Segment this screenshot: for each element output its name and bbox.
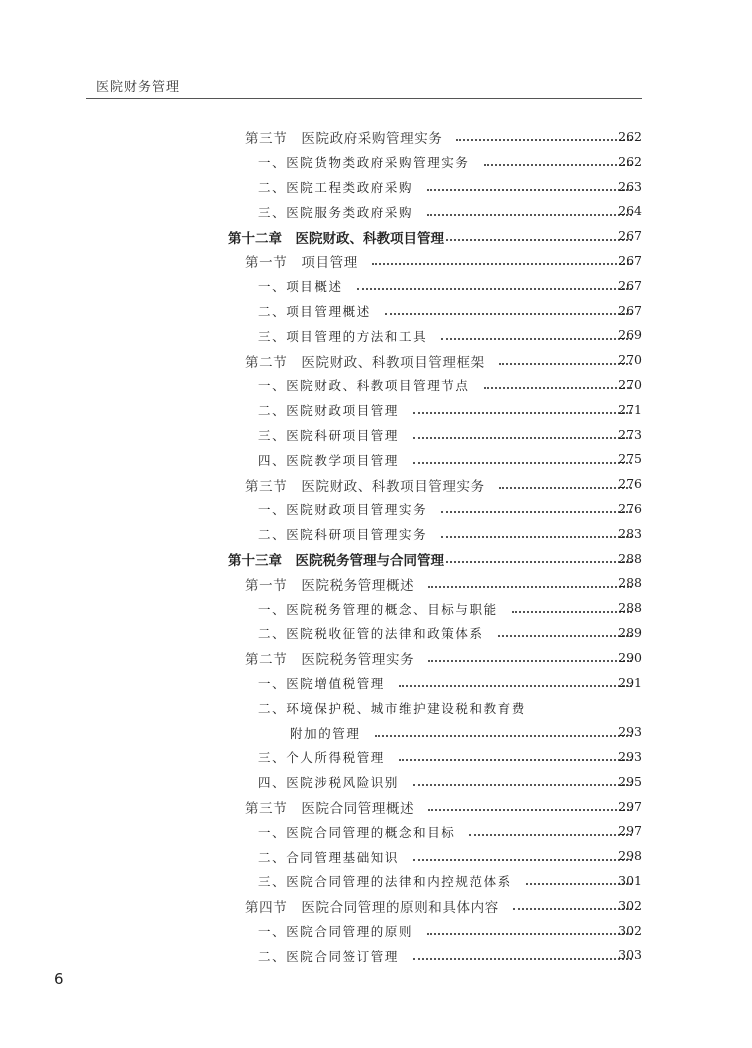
- toc-entry-title: 一、医院税务管理的概念、目标与职能: [258, 601, 498, 617]
- toc-entry[interactable]: [0, 522, 752, 547]
- toc-entry-page: 289: [618, 624, 642, 640]
- dot-leader: [413, 460, 632, 464]
- toc-entry[interactable]: [0, 274, 752, 299]
- toc-entry-title: 二、项目管理概述: [258, 303, 371, 319]
- toc-entry[interactable]: [0, 869, 752, 894]
- toc-entry[interactable]: [0, 447, 752, 472]
- toc-entry[interactable]: [0, 720, 752, 745]
- dot-leader: [446, 237, 632, 241]
- dot-leader: [413, 956, 632, 960]
- toc-entry[interactable]: [0, 423, 752, 448]
- toc-entry[interactable]: [0, 695, 752, 720]
- toc-entry-title: 第二节 医院税务管理实务: [245, 652, 415, 669]
- dot-leader: [469, 832, 632, 836]
- toc-entry-title: 二、环境保护税、城市维护建设税和教育费: [258, 700, 526, 716]
- toc-entry-page: 288: [618, 550, 642, 566]
- toc-entry-page: 303: [618, 947, 642, 963]
- dot-leader: [512, 609, 632, 613]
- dot-leader: [372, 261, 632, 265]
- toc-entry[interactable]: [0, 596, 752, 621]
- dot-leader: [499, 361, 632, 365]
- toc-entry-page: 288: [618, 600, 642, 616]
- toc-entry-page: 297: [618, 798, 642, 814]
- dot-leader: [446, 559, 632, 563]
- toc-entry[interactable]: [0, 373, 752, 398]
- toc-entry-title: 第二节 医院财政、科教项目管理框架: [245, 354, 485, 371]
- toc-entry-page: 267: [618, 252, 642, 268]
- toc-entry-title: 三、个人所得税管理: [258, 750, 385, 766]
- toc-entry-page: 275: [618, 451, 642, 467]
- toc-entry[interactable]: [0, 249, 752, 274]
- toc-entry-title: 一、医院财政、科教项目管理节点: [258, 378, 470, 394]
- toc-entry[interactable]: [0, 472, 752, 497]
- toc-entry-title: 二、医院财政项目管理: [258, 403, 400, 419]
- toc-entry-title: 一、医院财政项目管理实务: [258, 502, 428, 518]
- toc-entry-title: 第十三章 医院税务管理与合同管理: [228, 552, 444, 569]
- dot-leader: [427, 931, 632, 935]
- toc-entry-title: 一、项目概述: [258, 279, 343, 295]
- toc-entry-page: 283: [618, 525, 642, 541]
- toc-entry-title: 三、医院服务类政府采购: [258, 204, 414, 220]
- dot-leader: [441, 336, 632, 340]
- toc-entry-title: 二、医院合同签订管理: [258, 948, 400, 964]
- toc-entry-page: 302: [618, 922, 642, 938]
- toc-entry-title: 第一节 项目管理: [245, 255, 358, 272]
- toc-entry[interactable]: [0, 299, 752, 324]
- toc-entry-page: 269: [618, 327, 642, 343]
- toc-entry-page: 290: [618, 649, 642, 665]
- toc-entry-title: 第一节 医院税务管理概述: [245, 577, 415, 594]
- toc-entry[interactable]: [0, 646, 752, 671]
- dot-leader: [484, 385, 632, 389]
- toc-entry-page: 267: [618, 228, 642, 244]
- toc-entry-title: 第四节 医院合同管理的原则和具体内容: [245, 900, 499, 917]
- toc-entry-title: 二、医院科研项目管理实务: [258, 527, 428, 543]
- toc-entry-title: 三、医院科研项目管理: [258, 427, 400, 443]
- toc-entry-page: 271: [618, 401, 642, 417]
- toc-entry-title: 四、医院涉税风险识别: [258, 775, 400, 791]
- toc-entry-title: 二、医院税收征管的法律和政策体系: [258, 626, 484, 642]
- toc-entry-title: 三、项目管理的方法和工具: [258, 328, 428, 344]
- dot-leader: [513, 906, 632, 910]
- dot-leader: [427, 187, 632, 191]
- toc-entry-page: 302: [618, 897, 642, 913]
- toc-entry[interactable]: [0, 547, 752, 572]
- toc-entry[interactable]: [0, 745, 752, 770]
- toc-entry[interactable]: [0, 224, 752, 249]
- toc-entry-page: 297: [618, 823, 642, 839]
- toc-entry-page: 293: [618, 748, 642, 764]
- toc-entry[interactable]: [0, 770, 752, 795]
- page-number: 6: [54, 970, 64, 988]
- dot-leader: [413, 782, 632, 786]
- toc-entry-page: 267: [618, 277, 642, 293]
- dot-leader: [441, 509, 632, 513]
- dot-leader: [399, 757, 632, 761]
- dot-leader: [428, 807, 632, 811]
- toc-entry-page: 291: [618, 674, 642, 690]
- dot-leader: [456, 137, 632, 141]
- toc-entry-title: 二、医院工程类政府采购: [258, 179, 414, 195]
- dot-leader: [375, 733, 632, 737]
- toc-entry-title: 第十二章 医院财政、科教项目管理: [228, 230, 444, 247]
- toc-entry-page: 267: [618, 302, 642, 318]
- toc-entry[interactable]: [0, 919, 752, 944]
- toc-entry[interactable]: [0, 125, 752, 150]
- toc-entry-page: 264: [618, 203, 642, 219]
- dot-leader: [399, 683, 632, 687]
- toc-entry-page: 298: [618, 848, 642, 864]
- toc-entry-title: 三、医院合同管理的法律和内控规范体系: [258, 874, 512, 890]
- toc-entry-title: 一、医院增值税管理: [258, 675, 385, 691]
- toc-entry-page: 262: [618, 129, 642, 144]
- dot-leader: [427, 212, 632, 216]
- toc-entry-title: 第三节 医院政府采购管理实务: [245, 131, 443, 148]
- toc-entry-title: 一、医院合同管理的原则: [258, 923, 414, 939]
- toc-entry-page: 262: [618, 153, 642, 169]
- dot-leader: [385, 311, 632, 315]
- toc-entry-title: 附加的管理: [290, 725, 361, 741]
- toc-entry-page: 295: [618, 773, 642, 789]
- table-of-contents: [0, 125, 752, 968]
- toc-entry-page: 273: [618, 426, 642, 442]
- dot-leader: [428, 584, 632, 588]
- toc-entry[interactable]: [0, 894, 752, 919]
- toc-entry[interactable]: [0, 323, 752, 348]
- toc-entry[interactable]: [0, 398, 752, 423]
- toc-entry[interactable]: [0, 671, 752, 696]
- dot-leader: [413, 410, 632, 414]
- toc-entry[interactable]: [0, 844, 752, 869]
- toc-entry-title: 二、合同管理基础知识: [258, 849, 400, 865]
- toc-entry[interactable]: [0, 795, 752, 820]
- header-rule: [86, 98, 642, 99]
- toc-entry-title: 一、医院货物类政府采购管理实务: [258, 155, 470, 171]
- toc-entry[interactable]: [0, 150, 752, 175]
- dot-leader: [357, 286, 632, 290]
- dot-leader: [498, 633, 632, 637]
- dot-leader: [484, 162, 632, 166]
- toc-entry-page: 276: [618, 476, 642, 492]
- dot-leader: [413, 435, 632, 439]
- toc-entry[interactable]: [0, 621, 752, 646]
- toc-entry-page: 263: [618, 178, 642, 194]
- toc-entry[interactable]: [0, 497, 752, 522]
- toc-entry[interactable]: [0, 819, 752, 844]
- dot-leader: [413, 857, 632, 861]
- dot-leader: [441, 534, 632, 538]
- dot-leader: [428, 658, 632, 662]
- dot-leader: [499, 485, 632, 489]
- toc-entry-page: 276: [618, 500, 642, 516]
- toc-entry[interactable]: [0, 348, 752, 373]
- toc-entry[interactable]: [0, 943, 752, 968]
- toc-entry-page: 288: [618, 575, 642, 591]
- toc-entry[interactable]: [0, 571, 752, 596]
- toc-entry-page: 293: [618, 724, 642, 740]
- toc-entry-title: 四、医院教学项目管理: [258, 452, 400, 468]
- toc-entry-page: 270: [618, 352, 642, 368]
- toc-entry-title: 一、医院合同管理的概念和目标: [258, 824, 456, 840]
- toc-entry-page: 301: [618, 872, 642, 888]
- toc-entry[interactable]: [0, 199, 752, 224]
- toc-entry-title: 第三节 医院财政、科教项目管理实务: [245, 478, 485, 495]
- toc-entry[interactable]: [0, 175, 752, 200]
- toc-entry-page: 270: [618, 376, 642, 392]
- dot-leader: [526, 881, 632, 885]
- running-header: 医院财务管理: [96, 80, 181, 95]
- toc-entry-title: 第三节 医院合同管理概述: [245, 800, 415, 817]
